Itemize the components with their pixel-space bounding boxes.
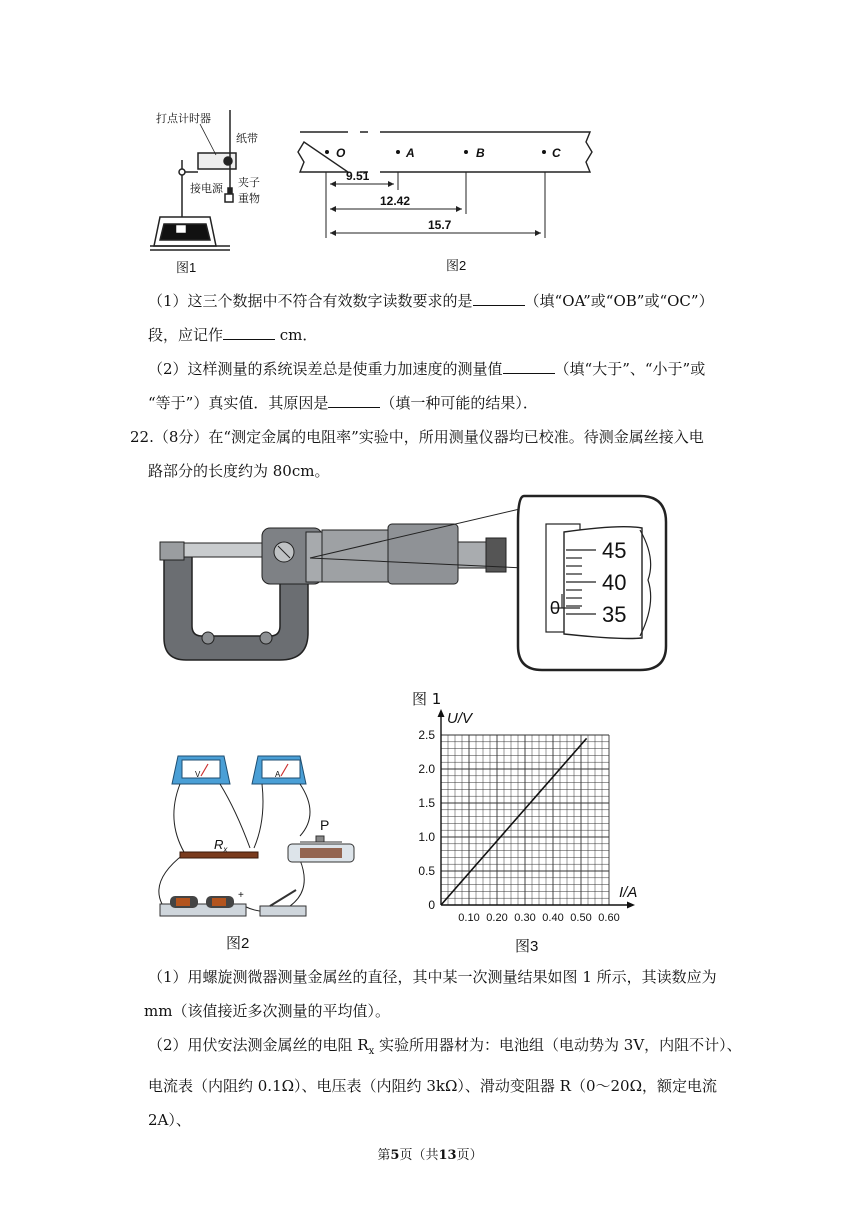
chart-grid [441, 735, 609, 905]
switch [260, 890, 306, 916]
footer-total-pages: 13 [438, 1148, 457, 1163]
q21-p2-text-c: “等于”）真实值．其原因是 [148, 394, 329, 412]
y-tick-label: 1.0 [418, 830, 435, 844]
q22-intro-line1: 22.（8分）在“测定金属的电阻率”实验中，所用测量仪器均已校准。待测金属丝接入电 [130, 428, 704, 446]
drop-apparatus-drawing [150, 110, 236, 250]
y-tick-label: 1.5 [418, 796, 435, 810]
q22-intro [130, 420, 750, 488]
q21-p1-text-c: 段，应记作 [148, 326, 224, 344]
micrometer-caption: 图 1 [412, 690, 442, 708]
q21-p2-blank2 [328, 393, 380, 408]
chart-series [441, 738, 587, 905]
q21-p1-blank1 [473, 291, 525, 306]
resistor-rx [180, 852, 258, 858]
fig2-caption: 图2 [446, 258, 467, 273]
fig1-clip-label: 夹子 [238, 177, 260, 189]
sleeve-zero-label: 0 [550, 598, 561, 618]
q22-p1-line1: （1）用螺旋测微器测量金属丝的直径，其中某一次测量结果如图 1 所示，其读数应为 [148, 968, 717, 986]
q21-p1-blank2 [223, 325, 275, 340]
x-tick-label: 0.30 [514, 912, 536, 924]
fig1-weight-label: 重物 [238, 193, 260, 205]
q21-p2-text-d: （填一种可能的结果）． [380, 394, 538, 412]
q22-p2-line2: 电流表（内阻约 0.1Ω）、电压表（内阻约 3kΩ）、滑动变阻器 R（0～20Ω，额定电流 2A）、 [148, 1077, 718, 1129]
fig1-tape-label: 纸带 [236, 133, 258, 145]
y-tick-label: 2.0 [418, 762, 435, 776]
x-tick-label: 0.50 [570, 912, 592, 924]
thimble-label-40: 40 [602, 570, 627, 595]
ammeter-symbol: A [275, 770, 281, 779]
tape-point-B: B [476, 146, 485, 160]
ui-chart [405, 705, 650, 955]
q21-part1 [148, 284, 748, 352]
chart-tick-labels [418, 728, 619, 924]
chart-axes [438, 709, 636, 909]
q22-part1 [144, 960, 748, 1028]
q22-intro-line2: 路部分的长度约为 80cm。 [148, 462, 330, 480]
fig1-power-label: 接电源 [190, 183, 223, 195]
circuit-caption: 图2 [226, 935, 250, 952]
chart-caption: 图3 [515, 938, 539, 955]
micrometer-figure [150, 488, 670, 718]
q22-p2-subscript: x [368, 1046, 375, 1057]
q22-p2-line1-a: （2）用伏安法测金属丝的电阻 R [148, 1036, 369, 1054]
y-axis-arrow [438, 709, 445, 717]
footer-mid: 页（共 [399, 1148, 439, 1163]
x-tick-label: 0.40 [542, 912, 564, 924]
distance-OB: 12.42 [380, 194, 411, 208]
y-tick-label: 0 [428, 898, 435, 912]
q21-part2 [148, 352, 748, 420]
circuit-figure [150, 750, 370, 960]
q21-p2-text-a: （2）这样测量的系统误差总是使重力加速度的测量值 [148, 360, 503, 378]
chart-x-axis-label: I/A [619, 884, 638, 901]
y-tick-label: 2.5 [418, 728, 435, 742]
q21-p1-text-d: cm． [275, 326, 318, 344]
q22-p2-line1-b: 实验所用器材为：电池组（电动势为 3V，内阻不计）、 [374, 1036, 742, 1054]
series-line [441, 738, 587, 905]
x-tick-label: 0.60 [598, 912, 620, 924]
q22-part2 [148, 1028, 748, 1137]
footer-page-number: 5 [390, 1148, 400, 1163]
q21-p1-text-b: （填“OA”或“OB”或“OC”） [524, 292, 714, 310]
distance-OC: 15.7 [428, 218, 452, 232]
q21-p2-text-b: （填“大于”、“小于”或 [554, 360, 706, 378]
tape-point-O: O [336, 146, 346, 160]
footer-suffix: 页） [456, 1148, 483, 1163]
distance-OA: 9.51 [346, 169, 370, 183]
fig1-timer-label: 打点计时器 [156, 113, 211, 125]
thimble-label-45: 45 [602, 538, 627, 563]
q21-p1-text-a: （1）这三个数据中不符合有效数字读数要求的是 [148, 292, 473, 310]
battery-pack [160, 896, 246, 916]
x-axis-arrow [627, 902, 635, 909]
thimble-label-35: 35 [602, 602, 627, 627]
footer-prefix: 第 [377, 1148, 391, 1163]
voltmeter [172, 756, 230, 784]
voltmeter-symbol: V [195, 770, 201, 779]
resistor-rx-label: $R_x$ [214, 837, 228, 854]
q21-p2-blank1 [503, 359, 555, 374]
circuit-wires [159, 784, 310, 911]
chart-y-axis-label: U/V [447, 710, 473, 727]
y-tick-label: 0.5 [418, 864, 435, 878]
q22-p1-line2: mm（该值接近多次测量的平均值）。 [144, 1002, 390, 1020]
tape-point-A: A [406, 146, 415, 160]
tape-point-C: C [552, 146, 561, 160]
page-footer [0, 1144, 860, 1163]
x-tick-label: 0.10 [458, 912, 480, 924]
rheostat [288, 836, 354, 862]
x-tick-label: 0.20 [486, 912, 508, 924]
fig1-caption: 图1 [176, 260, 197, 275]
figure-top [150, 100, 620, 280]
battery-plus-label: + [238, 890, 244, 901]
rheostat-label: P [320, 817, 330, 833]
